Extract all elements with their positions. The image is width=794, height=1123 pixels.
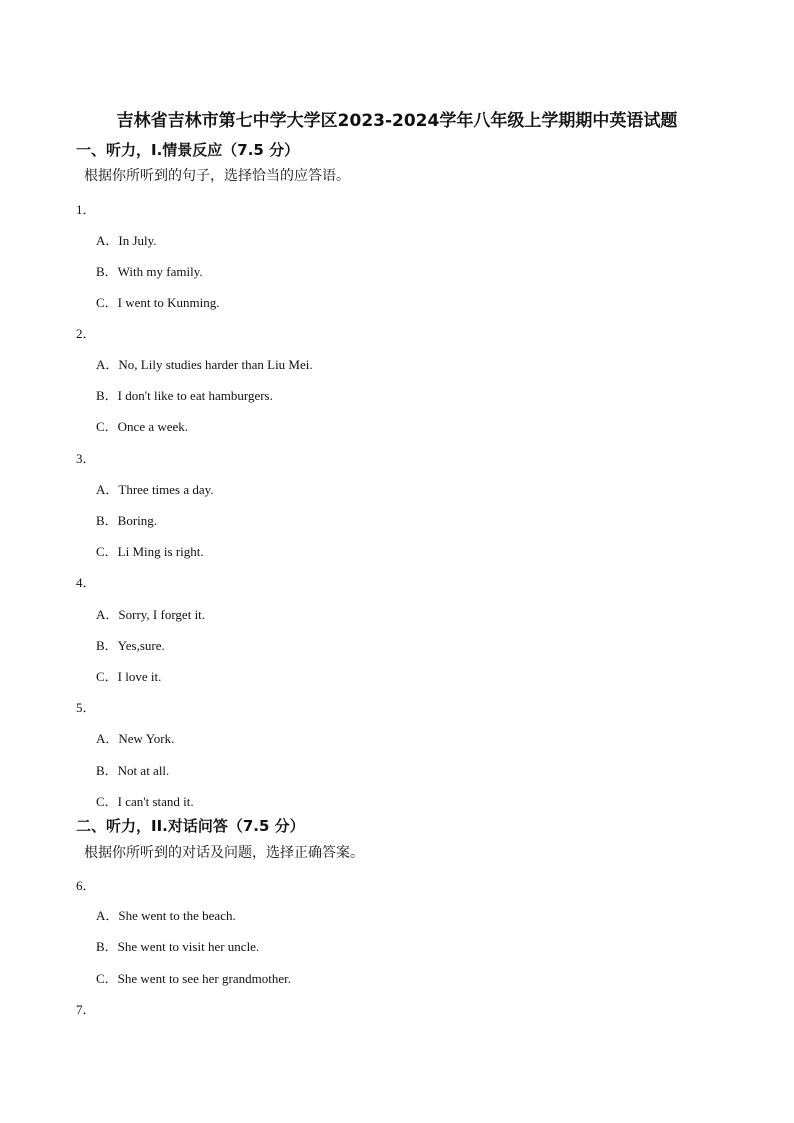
question-number: 6．	[76, 878, 96, 893]
option-c: C．Once a week.	[96, 419, 189, 434]
exam-title: 吉林省吉林市第七中学大学区2023-2024学年八年级上学期期中英语试题	[116, 111, 678, 131]
section-instruction-1: 根据你所听到的句子，选择恰当的应答语。	[84, 168, 350, 184]
section-heading-1: 一、听力，I.情景反应（7.5 分）	[76, 141, 300, 159]
question-number: 1．	[76, 202, 96, 217]
option-a: A．Three times a day.	[96, 482, 214, 497]
option-a: A．In July.	[96, 233, 157, 248]
option-a: A．No, Lily studies harder than Liu Mei.	[96, 357, 313, 372]
option-c: C．She went to see her grandmother.	[96, 971, 291, 986]
option-c: C．I love it.	[96, 669, 162, 684]
section-instruction-2: 根据你所听到的对话及问题，选择正确答案。	[84, 845, 364, 861]
question-number: 3．	[76, 451, 96, 466]
question-number: 7．	[76, 1002, 96, 1017]
section-heading-2: 二、听力，II.对话问答（7.5 分）	[76, 817, 305, 835]
option-b: B．Not at all.	[96, 763, 170, 778]
option-b: B．With my family.	[96, 264, 203, 279]
option-a: A．She went to the beach.	[96, 908, 236, 923]
option-b: B．Yes,sure.	[96, 638, 165, 653]
question-number: 2．	[76, 326, 96, 341]
question-number: 5．	[76, 700, 96, 715]
option-a: A．Sorry, I forget it.	[96, 607, 206, 622]
question-number: 4．	[76, 575, 96, 590]
option-b: B．She went to visit her uncle.	[96, 939, 260, 954]
option-c: C．Li Ming is right.	[96, 544, 204, 559]
option-c: C．I can't stand it.	[96, 794, 194, 809]
option-b: B．Boring.	[96, 513, 158, 528]
option-c: C．I went to Kunming.	[96, 295, 220, 310]
option-b: B．I don't like to eat hamburgers.	[96, 388, 273, 403]
option-a: A．New York.	[96, 731, 175, 746]
